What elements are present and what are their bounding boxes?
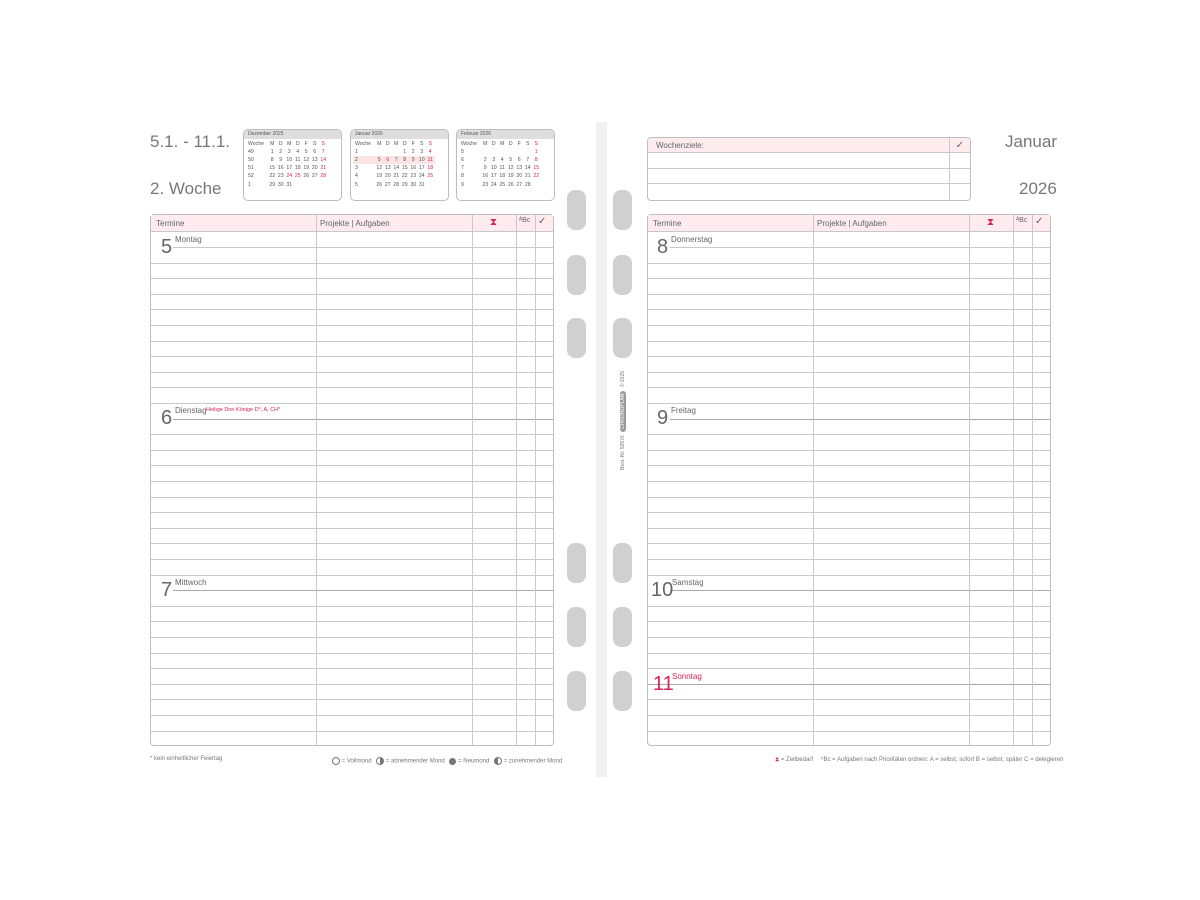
mini-calendar-day: 7: [321, 149, 325, 156]
ruled-line: [151, 294, 553, 295]
ruled-line: [151, 731, 553, 732]
mini-calendar-day: 27: [384, 181, 391, 188]
col-projekte: Projekte | Aufgaben: [817, 219, 887, 228]
abc-priority-icon: ᴬBc: [820, 757, 831, 763]
mini-calendar-week: 6: [461, 157, 464, 164]
ruled-line: [151, 341, 553, 342]
mini-calendar-day: 8: [401, 156, 410, 164]
punch-hole: [613, 671, 632, 711]
mini-calendar-day: 15: [533, 165, 540, 172]
mini-calendar-day: 19: [376, 173, 383, 180]
mini-calendar-day: S: [428, 141, 432, 148]
ruled-line: [648, 637, 1050, 638]
ruled-line: [648, 575, 1050, 576]
mini-calendar-day: 24: [490, 181, 497, 188]
day-name-freitag: Freitag: [671, 406, 696, 415]
mini-calendar-day: 28: [320, 173, 327, 180]
mini-calendar-day: 12: [303, 157, 310, 164]
ruled-line: [151, 497, 553, 498]
mini-calendar-day: 23: [277, 173, 284, 180]
mini-calendar-day: 18: [427, 165, 434, 172]
mini-calendar-day: 16: [277, 165, 284, 172]
mini-calendar-day: 25: [427, 173, 434, 180]
ruled-line: [173, 247, 553, 248]
ruled-line: [670, 590, 1050, 591]
hourglass-icon: ⧗: [490, 217, 498, 228]
mini-calendar-title: Januar 2026: [351, 130, 448, 139]
mini-calendar-week: 7: [461, 165, 464, 172]
mini-calendar-week: 4: [355, 173, 358, 180]
mini-calendar-day: D: [385, 141, 390, 148]
column-divider: [969, 215, 970, 745]
mini-calendar-title: Februar 2026: [457, 130, 554, 139]
mini-calendar-day: 28: [524, 181, 531, 188]
mini-calendar-day: 13: [516, 165, 523, 172]
mini-calendar-day: 23: [410, 173, 417, 180]
moon-legend: = Vollmond = abnehmender Mond = Neumond = zunehmender Mond: [332, 757, 562, 765]
mini-calendar-day: 11: [295, 157, 301, 164]
mini-calendar-day: 11: [427, 157, 433, 164]
mini-calendar-day: 2: [411, 149, 415, 156]
ruled-line: [151, 387, 553, 388]
mini-calendar-day: [481, 148, 490, 156]
mini-calendar-day: 13: [311, 157, 318, 164]
mini-calendar-day: M: [270, 141, 275, 148]
mini-calendar-week: 5: [355, 181, 358, 188]
mini-calendar-day: 6: [517, 157, 521, 164]
mini-calendar-week: 50: [248, 157, 254, 164]
mini-calendar-day: 3: [287, 149, 291, 156]
mini-calendar-week: 51: [248, 165, 254, 172]
ruled-line: [648, 668, 1050, 669]
week-range: 5.1. - 11.1.: [150, 132, 231, 151]
month-label: Januar: [1005, 132, 1057, 151]
day-number-10: 10: [651, 579, 674, 601]
mini-calendar-day: 6: [313, 149, 317, 156]
hourglass-icon: ⧗: [987, 217, 995, 228]
mini-calendar-day: [498, 148, 507, 156]
ruled-line: [648, 356, 1050, 357]
ruled-line: [173, 419, 553, 420]
day-name-sonntag: Sonntag: [672, 672, 702, 681]
mini-calendar-december: [243, 129, 342, 201]
mini-calendar-day: 12: [507, 165, 514, 172]
ruled-line: [151, 606, 553, 607]
mini-calendar-day: 30: [410, 181, 417, 188]
mini-calendar-day: 22: [533, 173, 540, 180]
ruled-line: [151, 263, 553, 264]
punch-hole: [613, 190, 632, 230]
mini-calendar-day: D: [508, 141, 513, 148]
mini-calendar-day: 27: [516, 181, 523, 188]
punch-hole: [613, 255, 632, 295]
mini-calendar-day: 24: [418, 173, 425, 180]
mini-calendar-week: 52: [248, 173, 254, 180]
day-number-7: 7: [161, 579, 173, 601]
day-name-samstag: Samstag: [672, 578, 704, 587]
mini-calendar-day: 14: [393, 165, 400, 172]
mini-calendar-day: [384, 148, 393, 156]
mini-calendar-day: 4: [500, 157, 504, 164]
mini-calendar-day: S: [420, 141, 424, 148]
mini-calendar-day: D: [295, 141, 300, 148]
left-column-header: [151, 215, 553, 232]
col-projekte: Projekte | Aufgaben: [320, 219, 390, 228]
column-divider: [535, 215, 536, 745]
check-icon: ✓: [1035, 216, 1044, 227]
mini-calendar-week: Woche: [461, 141, 478, 148]
punch-hole: [567, 190, 586, 230]
mini-calendar-day: F: [411, 141, 415, 148]
ruled-line: [648, 263, 1050, 264]
punch-hole: [613, 318, 632, 358]
new-moon-icon: [449, 758, 456, 765]
mini-calendar-day: 31: [418, 181, 425, 188]
mini-calendar-day: 27: [311, 173, 318, 180]
footer-legend-right: ⧗ = Zeitbedarf ᴬBc = Aufgaben nach Prioritäten ordnen: A = selbst, sofort B = selbst, später C = delegieren: [775, 757, 1064, 763]
mini-calendar-day: 3: [492, 157, 496, 164]
ruled-line: [151, 434, 553, 435]
mini-calendar-day: 5: [304, 149, 308, 156]
ruled-line: [648, 606, 1050, 607]
mini-calendar-day: 16: [482, 173, 489, 180]
column-divider: [1013, 215, 1014, 745]
mini-calendar-day: M: [394, 141, 399, 148]
ruled-line: [151, 356, 553, 357]
punch-hole: [567, 671, 586, 711]
mini-calendar-day: 14: [524, 165, 531, 172]
footer-holiday-note: * kein einheitlicher Feiertag: [150, 756, 223, 762]
mini-calendar-day: [515, 148, 524, 156]
ruled-line: [648, 325, 1050, 326]
ruled-line: [151, 559, 553, 560]
mini-calendar-day: [392, 148, 401, 156]
mini-calendar-day: S: [526, 141, 530, 148]
ruled-line: [151, 653, 553, 654]
mini-calendar-day: 29: [401, 181, 408, 188]
mini-calendar-day: 7: [526, 157, 530, 164]
punch-hole: [567, 543, 586, 583]
check-icon: ✓: [538, 216, 547, 227]
mini-calendar-day: 23: [482, 181, 489, 188]
punch-hole: [613, 607, 632, 647]
ruled-line: [151, 684, 553, 685]
mini-calendar-day: 25: [294, 173, 301, 180]
right-column-header: [648, 215, 1050, 232]
mini-calendar-day: 24: [286, 173, 293, 180]
mini-calendar-day: 4: [296, 149, 300, 156]
mini-calendar-day: S: [321, 141, 325, 148]
ruled-line: [173, 590, 553, 591]
ruled-line: [648, 497, 1050, 498]
mini-calendar-week: Woche: [355, 141, 372, 148]
col-termine: Termine: [156, 219, 185, 228]
ruled-line: [648, 294, 1050, 295]
mini-calendar-week: 3: [355, 165, 358, 172]
punch-hole: [567, 318, 586, 358]
ruled-line: [151, 481, 553, 482]
column-divider: [472, 215, 473, 745]
mini-calendar-day: 1: [403, 149, 407, 156]
mini-calendar-week: Woche: [248, 141, 265, 148]
mini-calendar-day: [311, 180, 320, 188]
mini-calendar-day: 20: [384, 173, 391, 180]
punch-hole: [567, 255, 586, 295]
mini-calendar-day: M: [500, 141, 505, 148]
column-divider: [1032, 215, 1033, 745]
ruled-line: [648, 512, 1050, 513]
day-number-11: 11: [653, 673, 674, 695]
mini-calendar-day: 6: [384, 156, 393, 164]
ruled-line: [648, 653, 1050, 654]
mini-calendar-day: 5: [375, 156, 384, 164]
ruled-line: [648, 731, 1050, 732]
spine-imprint: [620, 371, 626, 470]
mini-calendar-week: 9: [461, 181, 464, 188]
right-page-table: [647, 214, 1051, 746]
mini-calendar-day: 8: [270, 157, 274, 164]
ruled-line: [648, 699, 1050, 700]
mini-calendar-day: 21: [393, 173, 400, 180]
copyright: © 2025: [620, 370, 626, 388]
mini-calendar-day: M: [377, 141, 382, 148]
mini-calendar-day: 18: [294, 165, 301, 172]
ruled-line: [648, 403, 1050, 404]
ruled-line: [648, 278, 1050, 279]
ruled-line: [151, 575, 553, 576]
weekly-goals-label: Wochenziele:: [656, 141, 704, 150]
mini-calendar-day: 14: [320, 157, 327, 164]
day-name-donnerstag: Donnerstag: [671, 235, 713, 244]
mini-calendar-day: 7: [392, 156, 401, 164]
mini-calendar-day: 19: [507, 173, 514, 180]
mini-calendar-day: D: [491, 141, 496, 148]
ruled-line: [648, 528, 1050, 529]
ruled-line: [151, 465, 553, 466]
mini-calendar-day: S: [534, 141, 538, 148]
mini-calendar-day: [375, 148, 384, 156]
mini-calendar-day: D: [278, 141, 283, 148]
mini-calendar-week: 8: [461, 173, 464, 180]
mini-calendar-day: M: [483, 141, 488, 148]
ruled-line: [151, 528, 553, 529]
holiday-label: Heilige Drei Könige D*, A, CH*: [206, 407, 281, 413]
ruled-line: [151, 637, 553, 638]
day-number-8: 8: [657, 236, 669, 258]
mini-calendar-day: 5: [509, 157, 513, 164]
ruled-line: [151, 621, 553, 622]
ruled-line: [648, 465, 1050, 466]
punch-hole: [567, 607, 586, 647]
mini-calendar-day: [426, 180, 435, 188]
mini-calendar-day: 9: [279, 157, 283, 164]
ruled-line: [648, 450, 1050, 451]
mini-calendar-day: 20: [311, 165, 318, 172]
column-divider: [316, 215, 317, 745]
abc-priority-icon: ᴬBc: [1016, 217, 1028, 224]
hourglass-icon: ⧗: [775, 757, 780, 763]
mini-calendar-day: S: [313, 141, 317, 148]
weekly-goals-box[interactable]: [647, 137, 971, 201]
mini-calendar-day: 9: [409, 156, 418, 164]
brand-logo: CHRONOPLAN: [620, 391, 626, 432]
mini-calendar-day: 12: [376, 165, 383, 172]
left-page-table: [150, 214, 554, 746]
full-moon-icon: [332, 757, 340, 765]
mini-calendar-day: 10: [490, 165, 497, 172]
mini-calendar-day: 31: [286, 181, 293, 188]
ruled-line: [648, 387, 1050, 388]
mini-calendar-day: F: [304, 141, 308, 148]
mini-calendar-day: 1: [270, 149, 274, 156]
mini-calendar-day: 30: [277, 181, 284, 188]
mini-calendar-day: [294, 180, 303, 188]
mini-calendar-day: [302, 180, 311, 188]
mini-calendar-day: 10: [418, 157, 425, 164]
day-name-mittwoch: Mittwoch: [175, 578, 207, 587]
mini-calendar-week: 49: [248, 149, 254, 156]
mini-calendar-week: 5: [461, 149, 464, 156]
spine-gutter: [596, 122, 607, 777]
ruled-line: [670, 247, 1050, 248]
mini-calendar-day: 15: [401, 165, 408, 172]
mini-calendar-day: 8: [534, 157, 538, 164]
ruled-line: [648, 543, 1050, 544]
mini-calendar-week: 2: [353, 156, 375, 164]
mini-calendar-day: 20: [516, 173, 523, 180]
mini-calendar-day: 26: [376, 181, 383, 188]
ruled-line: [151, 403, 553, 404]
ruled-line: [648, 481, 1050, 482]
mini-calendar-day: 19: [303, 165, 310, 172]
order-number: Best.-Nr. 50576: [620, 435, 626, 470]
mini-calendar-day: 29: [269, 181, 276, 188]
mini-calendar-day: 28: [393, 181, 400, 188]
mini-calendar-day: 17: [490, 173, 497, 180]
ruled-line: [151, 715, 553, 716]
mini-calendar-day: 3: [420, 149, 424, 156]
ruled-line: [151, 372, 553, 373]
waxing-moon-icon: [494, 757, 502, 765]
weekly-goals-header: [648, 138, 970, 153]
ruled-line: [151, 543, 553, 544]
ruled-line: [648, 372, 1050, 373]
mini-calendar-day: 16: [410, 165, 417, 172]
day-number-5: 5: [161, 236, 173, 258]
waning-moon-icon: [376, 757, 384, 765]
day-name-montag: Montag: [175, 235, 202, 244]
mini-calendar-day: 11: [499, 165, 505, 172]
punch-hole: [613, 543, 632, 583]
abc-priority-icon: ᴬBc: [519, 217, 531, 224]
mini-calendar-day: 1: [534, 149, 538, 156]
mini-calendar-day: [524, 148, 533, 156]
column-divider: [813, 215, 814, 745]
mini-calendar-day: 22: [269, 173, 276, 180]
column-divider: [516, 215, 517, 745]
mini-calendar-day: 9: [483, 165, 487, 172]
week-number: 2. Woche: [150, 179, 222, 198]
mini-calendar-day: F: [517, 141, 521, 148]
mini-calendar-day: 21: [320, 165, 327, 172]
mini-calendar-day: 25: [499, 181, 506, 188]
mini-calendar-day: 2: [483, 157, 487, 164]
ruled-line: [151, 699, 553, 700]
mini-calendar-day: 10: [286, 157, 293, 164]
mini-calendar-day: 2: [279, 149, 283, 156]
mini-calendar-day: 15: [269, 165, 276, 172]
mini-calendar-title: Dezember 2025: [244, 130, 341, 139]
mini-calendar-day: 4: [428, 149, 432, 156]
mini-calendar-day: 17: [286, 165, 293, 172]
mini-calendar-day: [532, 180, 541, 188]
ruled-line: [648, 341, 1050, 342]
ruled-line: [151, 325, 553, 326]
ruled-line: [151, 668, 553, 669]
mini-calendar-day: [507, 148, 516, 156]
col-termine: Termine: [653, 219, 682, 228]
mini-calendar-day: 18: [499, 173, 506, 180]
ruled-line: [648, 715, 1050, 716]
ruled-line: [648, 434, 1050, 435]
mini-calendar-day: 26: [507, 181, 514, 188]
mini-calendar-week: 1: [248, 181, 251, 188]
mini-calendar-week: 1: [355, 149, 358, 156]
day-number-6: 6: [161, 407, 173, 429]
day-number-9: 9: [657, 407, 669, 429]
mini-calendar-february: [456, 129, 555, 201]
ruled-line: [151, 450, 553, 451]
mini-calendar-day: [319, 180, 328, 188]
mini-calendar-january: [350, 129, 449, 201]
mini-calendar-day: 17: [418, 165, 425, 172]
ruled-line: [670, 419, 1050, 420]
ruled-line: [648, 621, 1050, 622]
ruled-line: [151, 512, 553, 513]
mini-calendar-day: 22: [401, 173, 408, 180]
ruled-line: [648, 684, 1050, 685]
mini-calendar-day: 21: [524, 173, 531, 180]
mini-calendar-day: 26: [303, 173, 310, 180]
mini-calendar-day: [490, 148, 499, 156]
mini-calendar-day: D: [402, 141, 407, 148]
check-icon: ✓: [955, 140, 964, 151]
ruled-line: [151, 278, 553, 279]
day-name-dienstag: Dienstag: [175, 406, 207, 415]
mini-calendar-day: M: [287, 141, 292, 148]
mini-calendar-day: 13: [384, 165, 391, 172]
ruled-line: [648, 559, 1050, 560]
ruled-line: [151, 309, 553, 310]
year-label: 2026: [1019, 179, 1057, 198]
ruled-line: [648, 309, 1050, 310]
